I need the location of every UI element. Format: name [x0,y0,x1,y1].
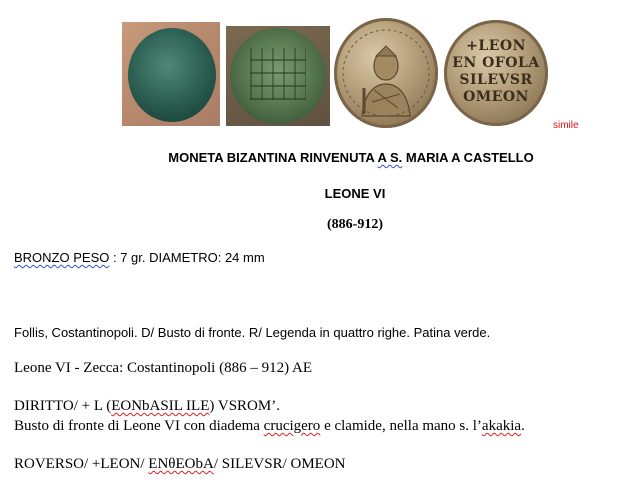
page-title: MONETA BIZANTINA RINVENUTA A S. MARIA A CASTELLO [168,150,534,165]
simile-label: simile [553,120,579,131]
coin-photo-back [226,26,330,126]
ruler-heading: LEONE VI [324,186,386,201]
years-heading: (886-912) [327,217,383,232]
coin-reference-reverse [444,20,548,126]
coin-images-strip [122,18,562,130]
coin-reference-obverse [334,18,438,128]
reverse-line: ROVERSO/ +LEON/ ENθEObA/ SILEVSR/ OMEON [14,456,346,472]
obverse-line: DIRITTO/ + L (EONbASIL ILE) VSROM’. [14,398,280,414]
coin-photo-front [122,22,220,126]
obverse-description: Busto di fronte di Leone VI con diadema crucigero e clamide, nella mano s. l’akakia. [14,418,525,434]
bronze-line: BRONZO PESO : 7 gr. DIAMETRO: 24 mm [14,250,265,265]
mint-line: Leone VI - Zecca: Costantinopoli (886 – 912) AE [14,360,312,376]
reverse-legend: +LEON EN OFOLA SILEVSR OMEON [452,38,540,105]
description-line: Follis, Costantinopoli. D/ Busto di fronte. R/ Legenda in quattro righe. Patina verde. [14,325,491,340]
